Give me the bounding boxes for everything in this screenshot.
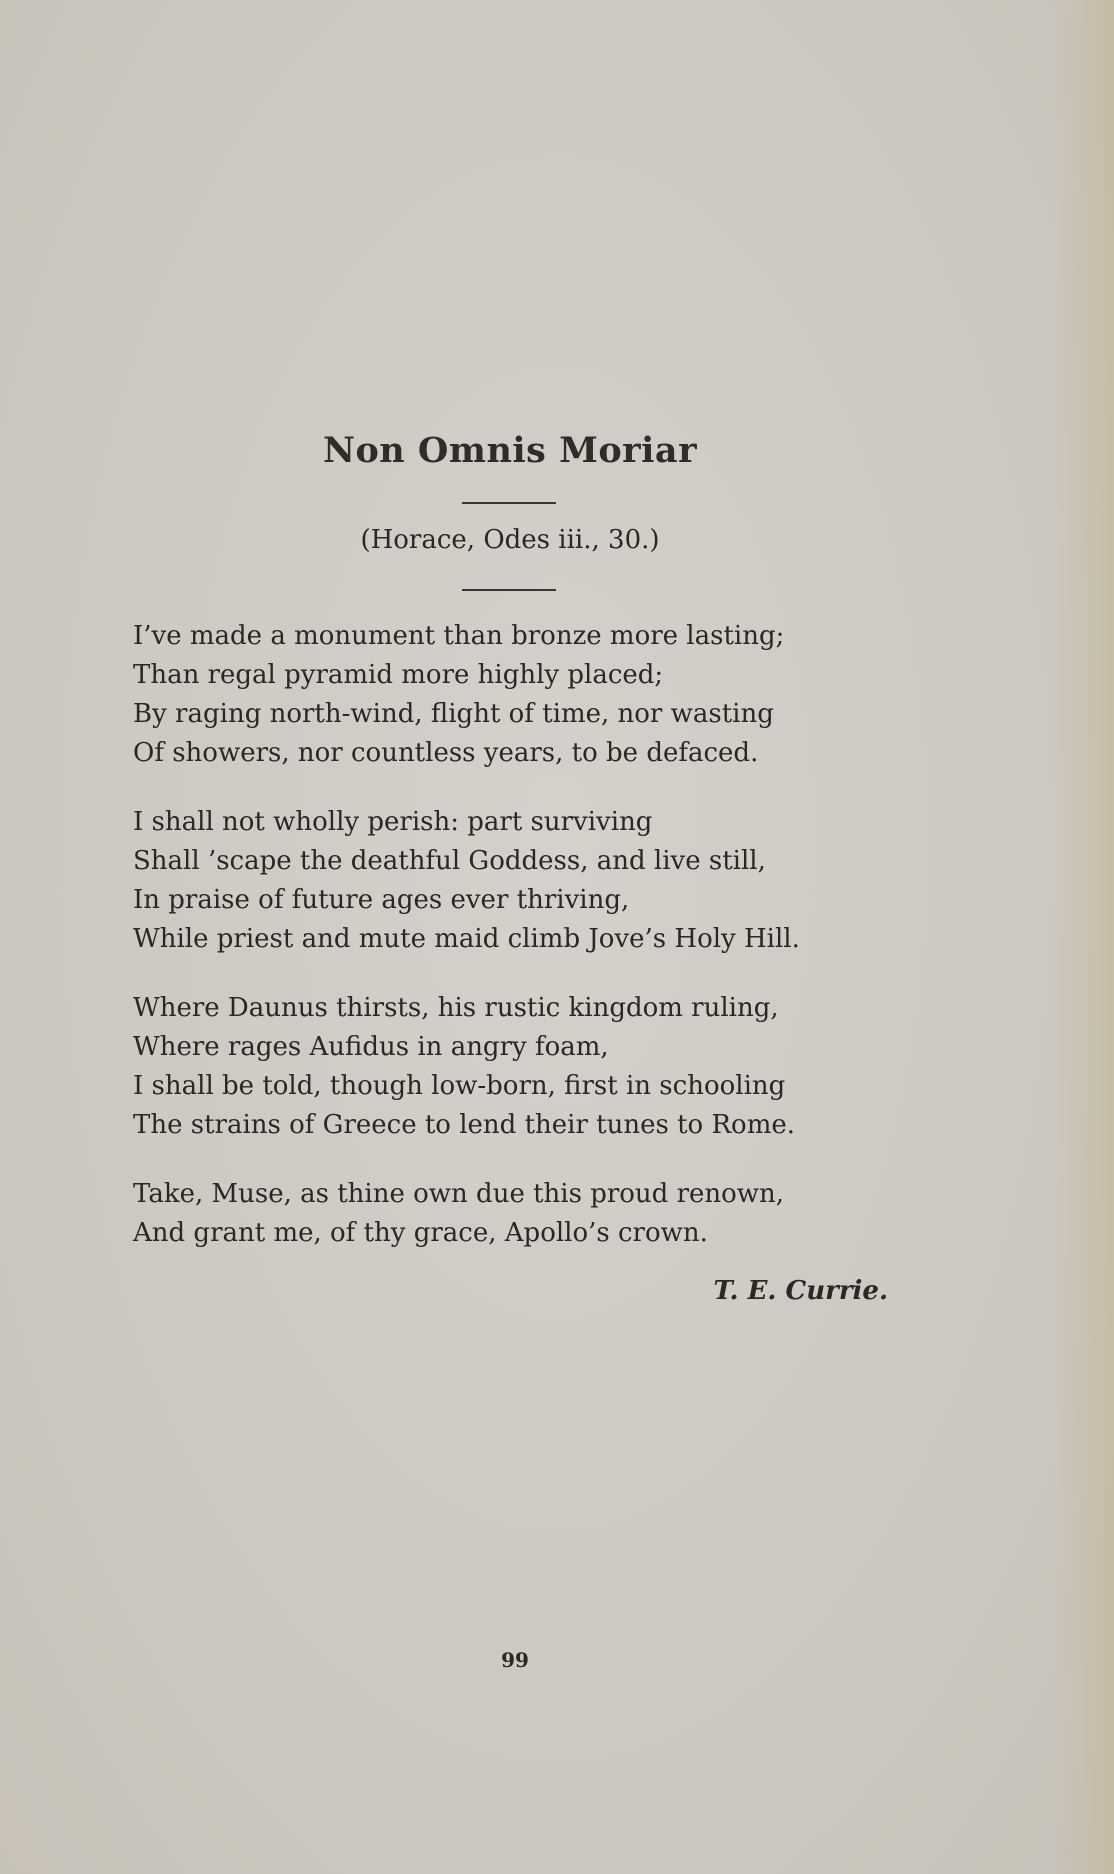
poem-line: Where rages Aufidus in angry foam, [133,1032,609,1062]
poem-line: Where Daunus thirsts, his rustic kingdom ruling, [133,993,779,1023]
title-divider [462,502,556,504]
stanza-4 [133,1175,933,1253]
poem-line: And grant me, of thy grace, Apollo’s crown. [133,1218,708,1248]
poem-line: By raging north-wind, flight of time, nor wasting [133,699,774,729]
poem-line: Take, Muse, as thine own due this proud renown, [133,1179,785,1209]
poem-line: Shall ’scape the deathful Goddess, and live still, [133,846,766,876]
stanza-3 [133,989,933,1145]
poem-line: In praise of future ages ever thriving, [133,885,630,915]
poem-line: The strains of Greece to lend their tunes to Rome. [133,1110,795,1140]
author-signature: T. E. Currie. [713,1276,888,1306]
poem-line: Than regal pyramid more highly placed; [133,660,664,690]
poem-line: I shall be told, though low-born, first in schooling [133,1071,786,1101]
poem-line: I’ve made a monument than bronze more lasting; [133,621,785,651]
page-edge-stain [1054,0,1114,1874]
poem-subtitle: (Horace, Odes iii., 30.) [360,525,660,555]
poem-title: Non Omnis Moriar [322,430,698,471]
page-number: 99 [501,1648,529,1672]
poem-line: While priest and mute maid climb Jove’s Holy Hill. [133,924,800,954]
poem-line: I shall not wholly perish: part surviving [133,807,653,837]
subtitle-divider [462,589,556,591]
poem-line: Of showers, nor countless years, to be defaced. [133,738,759,768]
stanza-2 [133,803,933,959]
stanza-1 [133,617,933,773]
